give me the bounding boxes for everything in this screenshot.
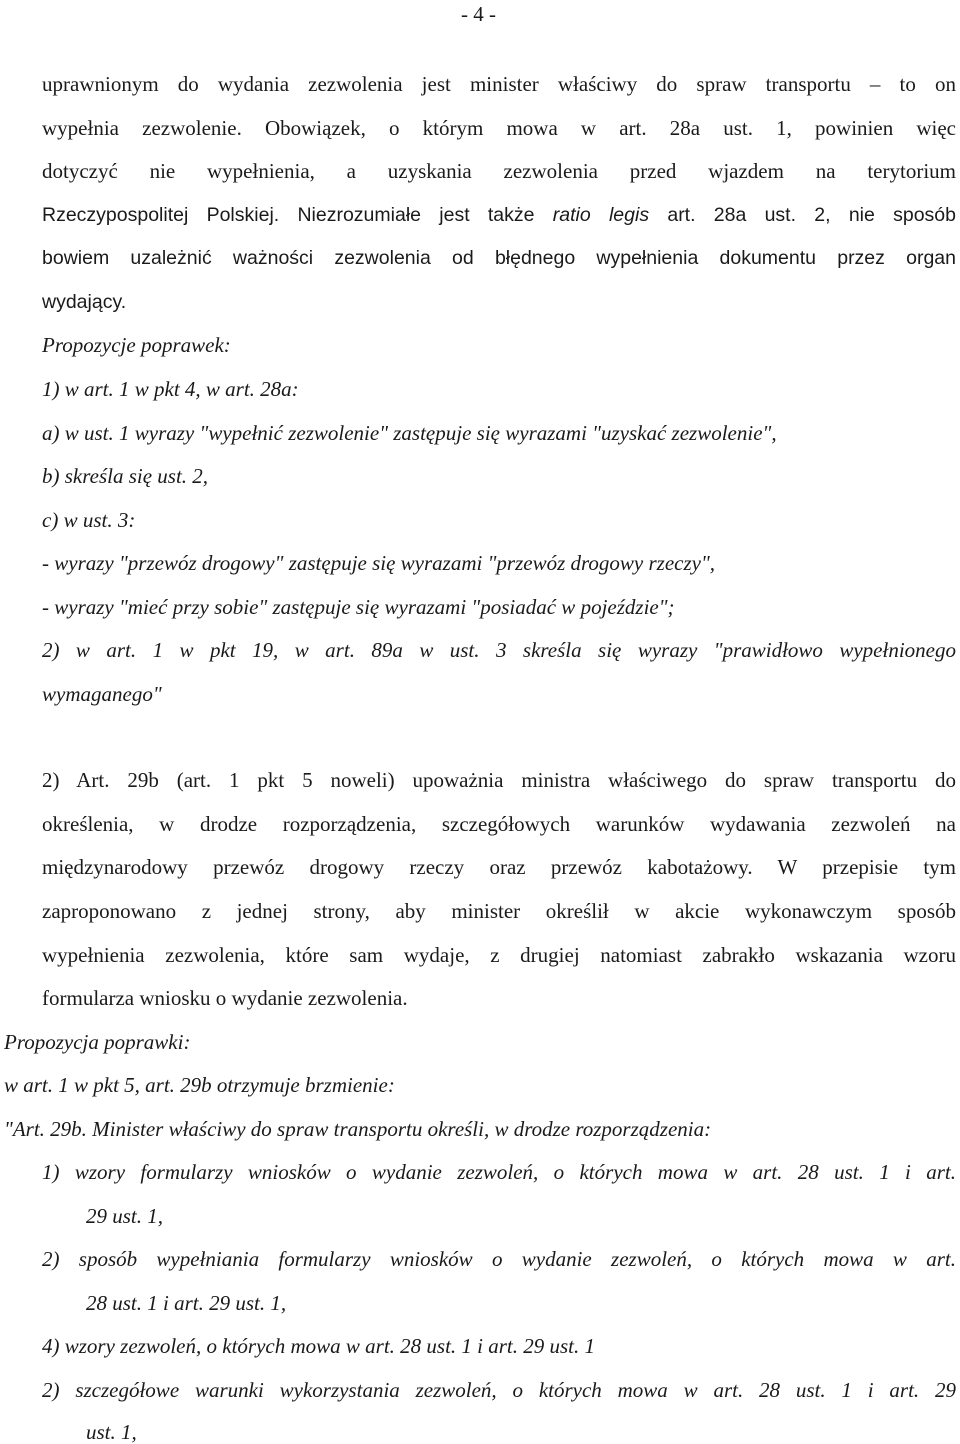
amendment-item: 1) w art. 1 w pkt 4, w art. 28a: — [42, 377, 299, 401]
paragraph-line: bowiem uzależnić ważności zezwolenia od błędnego wypełnienia dokumentu przez organ — [42, 247, 956, 269]
text-segment: art. 28a ust. 2, nie sposób — [649, 204, 956, 226]
page-number: - 4 - — [461, 2, 496, 26]
amendment-item: 28 ust. 1 i art. 29 ust. 1, — [86, 1291, 287, 1315]
amendment-intro: w art. 1 w pkt 5, art. 29b otrzymuje brzmienie: — [4, 1073, 395, 1097]
amendment-item: 1) wzory formularzy wniosków o wydanie zezwoleń, o których mowa w art. 28 ust. 1 i art. — [42, 1160, 956, 1184]
paragraph-line: wydający. — [42, 291, 127, 313]
paragraph-line — [42, 203, 956, 227]
amendment-item: 4) wzory zezwoleń, o których mowa w art. 28 ust. 1 i art. 29 ust. 1 — [42, 1334, 596, 1358]
paragraph-line: uprawnionym do wydania zezwolenia jest minister właściwy do spraw transportu – to on — [42, 72, 956, 96]
amendment-lead: "Art. 29b. Minister właściwy do spraw transportu określi, w drodze rozporządzenia: — [4, 1117, 712, 1141]
amendment-item: 29 ust. 1, — [86, 1204, 164, 1228]
text-segment: Rzeczypospolitej Polskiej. Niezrozumiałe jest także — [42, 204, 553, 226]
amendment-item: c) w ust. 3: — [42, 508, 136, 532]
amendment-item: b) skreśla się ust. 2, — [42, 464, 209, 488]
amendment-item: - wyrazy "mieć przy sobie" zastępuje się wyrazami "posiadać w pojeździe"; — [42, 595, 675, 619]
paragraph-line: wypełnienia zezwolenia, które sam wydaje, z drugiej natomiast zabrakło wskazania wzoru — [42, 943, 956, 967]
paragraph-line: 2) Art. 29b (art. 1 pkt 5 noweli) upoważnia ministra właściwego do spraw transportu do — [42, 768, 956, 792]
amendments-heading: Propozycje poprawek: — [42, 333, 231, 357]
italic-term: ratio legis — [552, 204, 650, 226]
paragraph-line: dotyczyć nie wypełnienia, a uzyskania zezwolenia przed wjazdem na terytorium — [42, 159, 956, 183]
paragraph-line: międzynarodowy przewóz drogowy rzeczy oraz przewóz kabotażowy. W przepisie tym — [42, 855, 956, 879]
paragraph-line: formularza wniosku o wydanie zezwolenia. — [42, 986, 408, 1010]
amendment-item: ust. 1, — [86, 1420, 137, 1444]
amendment-item: 2) w art. 1 w pkt 19, w art. 89a w ust. 3 skreśla się wyrazy "prawidłowo wypełnionego — [42, 638, 956, 662]
paragraph-line: zaproponowano z jednej strony, aby minister określił w akcie wykonawczym sposób — [42, 899, 956, 923]
amendment-item: - wyrazy "przewóz drogowy" zastępuje się wyrazami "przewóz drogowy rzeczy", — [42, 551, 716, 575]
amendment-item: wymaganego" — [42, 682, 162, 706]
amendment-item: 2) szczegółowe warunki wykorzystania zezwoleń, o których mowa w art. 28 ust. 1 i art. 29 — [42, 1378, 956, 1402]
amendment-heading: Propozycja poprawki: — [4, 1030, 191, 1054]
amendment-item: a) w ust. 1 wyrazy "wypełnić zezwolenie" zastępuje się wyrazami "uzyskać zezwolenie", — [42, 421, 777, 445]
amendment-item: 2) sposób wypełniania formularzy wniosków o wydanie zezwoleń, o których mowa w art. — [42, 1247, 956, 1271]
paragraph-line: wypełnia zezwolenie. Obowiązek, o którym mowa w art. 28a ust. 1, powinien więc — [42, 116, 956, 140]
paragraph-line: określenia, w drodze rozporządzenia, szczegółowych warunków wydawania zezwoleń na — [42, 812, 956, 836]
